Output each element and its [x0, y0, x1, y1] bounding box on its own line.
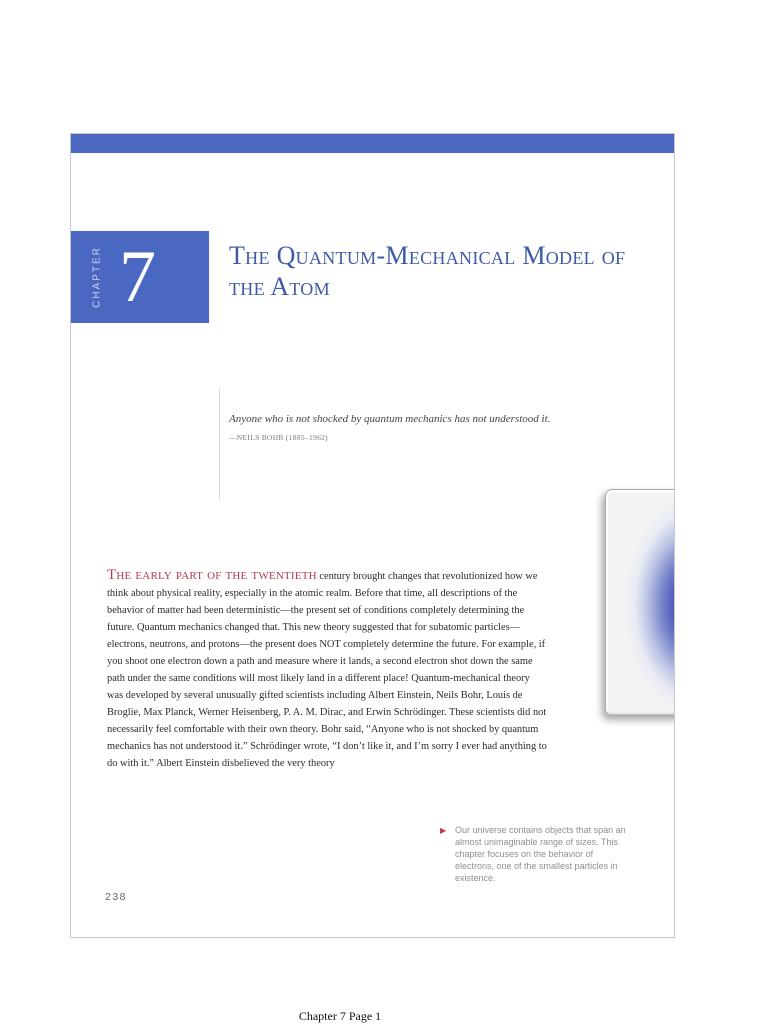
chapter-title: The Quantum-Mechanical Model of the Atom [229, 241, 626, 301]
body-paragraph [107, 567, 547, 772]
body-text: century brought changes that revolutionized how we think about physical reality, especially in the atomic realm. Before that time, all descriptions of the behavior of matter had been deterministic—the present set of conditions completely determining the future. Quantum mechanics changed that. This new theory suggested that for subatomic particles—electrons, neutrons, and protons—the present does NOT completely determine the future. For example, if you shoot one electron down a path and measure where it lands, a second electron shot down the same path under the same conditions will most likely land in a different place! Quantum-mechanical theory was developed by several unusually gifted scientists including Albert Einstein, Neils Bohr, Louis de Broglie, Max Planck, Werner Heisenberg, P. A. M. Dirac, and Erwin Schrödinger. These scientists did not necessarily feel comfortable with their own theory. Bohr said, “Anyone who is not shocked by quantum mechanics has not understood it.” Schrödinger wrote, “I don’t like it, and I’m sorry I ever had anything to do with it.” Albert Einstein disbelieved the very theory [107, 571, 547, 769]
epigraph-divider [219, 389, 220, 499]
chapter-label: CHAPTER [91, 246, 103, 308]
lead-in-text: The early part of the twentieth [107, 567, 317, 583]
chapter-number: 7 [119, 236, 156, 318]
chapter-badge [71, 231, 209, 323]
epigraph-quote: Anyone who is not shocked by quantum mechanics has not understood it. [229, 413, 551, 425]
page-number: 238 [105, 891, 128, 903]
top-color-bar [71, 134, 674, 153]
electron-cloud-image [605, 489, 675, 716]
figure-caption: Our universe contains objects that span an almost unimaginable range of sizes. This chapter focuses on the behavior of electrons, one of the smallest particles in existence. [455, 825, 626, 883]
epigraph-attribution: —NEILS BOHR (1885–1962) [229, 433, 328, 442]
caption-arrow-icon: ▶ [440, 826, 447, 835]
textbook-page [70, 133, 675, 938]
document-footer: Chapter 7 Page 1 [298, 1009, 382, 1023]
